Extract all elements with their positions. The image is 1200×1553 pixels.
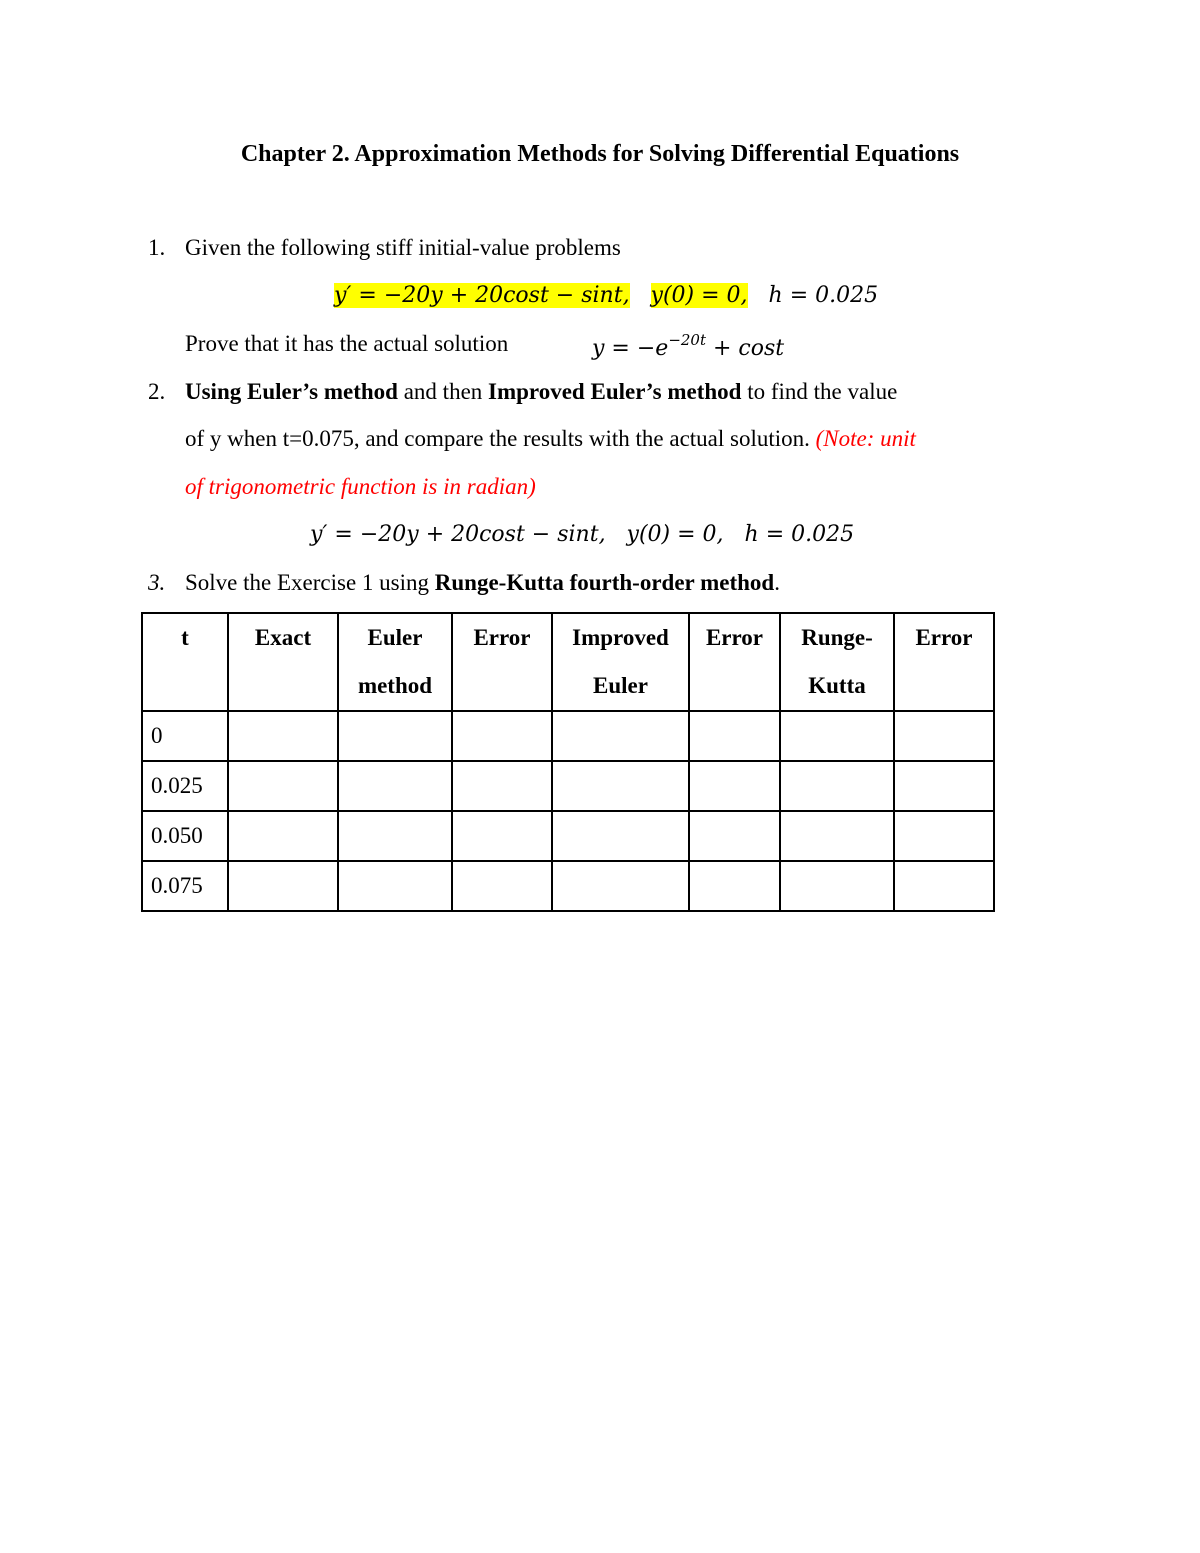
table-row	[142, 861, 994, 911]
header-t	[142, 613, 228, 711]
table-cell[interactable]	[452, 761, 552, 811]
header-error-3	[894, 613, 994, 711]
solution-rhs: + cost	[706, 336, 785, 361]
table-row	[142, 761, 994, 811]
item-2-number: 2.	[148, 379, 166, 404]
header-error-1	[452, 613, 552, 711]
header-error-2	[689, 613, 780, 711]
table-cell[interactable]	[894, 711, 994, 761]
table-cell[interactable]	[228, 761, 338, 811]
euler-method-text: Using Euler’s method	[185, 379, 398, 404]
item-2-ode: y′ = −20y + 20cost − sint,	[310, 522, 606, 547]
item-2-line-1	[185, 379, 897, 405]
table-cell[interactable]	[894, 761, 994, 811]
improved-euler-text: Improved Euler’s method	[488, 379, 742, 404]
item-1-prove-text: Prove that it has the actual solution	[185, 331, 509, 356]
table-cell[interactable]	[228, 861, 338, 911]
note-text-b: of trigonometric function is in radian)	[185, 474, 536, 499]
page-title: Chapter 2. Approximation Methods for Solving Differential Equations	[240, 141, 960, 167]
table-cell[interactable]	[689, 811, 780, 861]
header-euler-line-2: method	[357, 673, 433, 698]
t-cell: 0.050	[142, 811, 228, 861]
table-cell[interactable]	[452, 711, 552, 761]
item-3-text	[185, 570, 780, 596]
item-3-number: 3.	[148, 570, 166, 595]
header-rk-line-2: Kutta	[808, 673, 866, 698]
item-2-line-2	[185, 426, 916, 452]
table-cell[interactable]	[780, 811, 894, 861]
table-cell[interactable]	[338, 811, 452, 861]
table-cell[interactable]	[894, 811, 994, 861]
table-cell[interactable]	[552, 811, 689, 861]
header-improved-line-2: Euler	[593, 673, 648, 698]
item-2-initial: y(0) = 0,	[626, 522, 724, 547]
item-1-intro: Given the following stiff initial-value problems	[185, 235, 621, 260]
table-cell[interactable]	[452, 811, 552, 861]
t-cell: 0.075	[142, 861, 228, 911]
header-runge-kutta	[780, 613, 894, 711]
header-error-3-label: Error	[915, 625, 973, 650]
table-cell[interactable]	[338, 761, 452, 811]
header-t-label: t	[181, 625, 189, 650]
item-3-pre-text: Solve the Exercise 1 using	[185, 570, 435, 595]
item-1-solution	[592, 331, 784, 361]
table-cell[interactable]	[552, 861, 689, 911]
item-2-tail-text: to find the value	[741, 379, 898, 404]
item-1-initial: y(0) = 0,	[650, 283, 748, 308]
item-2-equation	[310, 522, 854, 547]
item-2-step: h = 0.025	[744, 522, 855, 547]
table-cell[interactable]	[552, 761, 689, 811]
table-row	[142, 811, 994, 861]
note-text-a: (Note: unit	[815, 426, 916, 451]
item-1-step: h = 0.025	[768, 283, 879, 308]
table-cell[interactable]	[228, 711, 338, 761]
item-2-mid-text: and then	[397, 379, 489, 404]
solution-lhs: y = −e	[592, 336, 669, 361]
item-1-number: 1.	[148, 235, 166, 260]
table-cell[interactable]	[338, 861, 452, 911]
header-error-2-label: Error	[705, 625, 764, 650]
header-exact	[228, 613, 338, 711]
table-cell[interactable]	[689, 761, 780, 811]
header-rk-line-1: Runge-	[801, 625, 873, 650]
t-cell: 0.025	[142, 761, 228, 811]
header-improved-euler	[552, 613, 689, 711]
results-table	[141, 612, 995, 912]
header-error-1-label: Error	[473, 625, 531, 650]
table-cell[interactable]	[452, 861, 552, 911]
header-exact-label: Exact	[254, 625, 312, 650]
table-cell[interactable]	[780, 761, 894, 811]
item-3-post-text: .	[774, 570, 780, 595]
table-cell[interactable]	[689, 861, 780, 911]
table-cell[interactable]	[780, 711, 894, 761]
solution-exponent: −20t	[668, 331, 706, 349]
item-1-equation	[334, 283, 878, 308]
table-cell[interactable]	[228, 811, 338, 861]
t-cell: 0	[142, 711, 228, 761]
header-improved-line-1: Improved	[572, 625, 669, 650]
item-2-line-2-text: of y when t=0.075, and compare the results with the actual solution.	[185, 426, 816, 451]
table-row	[142, 711, 994, 761]
table-cell[interactable]	[894, 861, 994, 911]
header-euler	[338, 613, 452, 711]
item-1-ode: y′ = −20y + 20cost − sint,	[334, 283, 630, 308]
table-cell[interactable]	[689, 711, 780, 761]
table-header-row	[142, 613, 994, 711]
table-cell[interactable]	[780, 861, 894, 911]
table-cell[interactable]	[552, 711, 689, 761]
runge-kutta-text: Runge-Kutta fourth-order method	[434, 570, 775, 595]
table-cell[interactable]	[338, 711, 452, 761]
header-euler-line-1: Euler	[367, 625, 423, 650]
